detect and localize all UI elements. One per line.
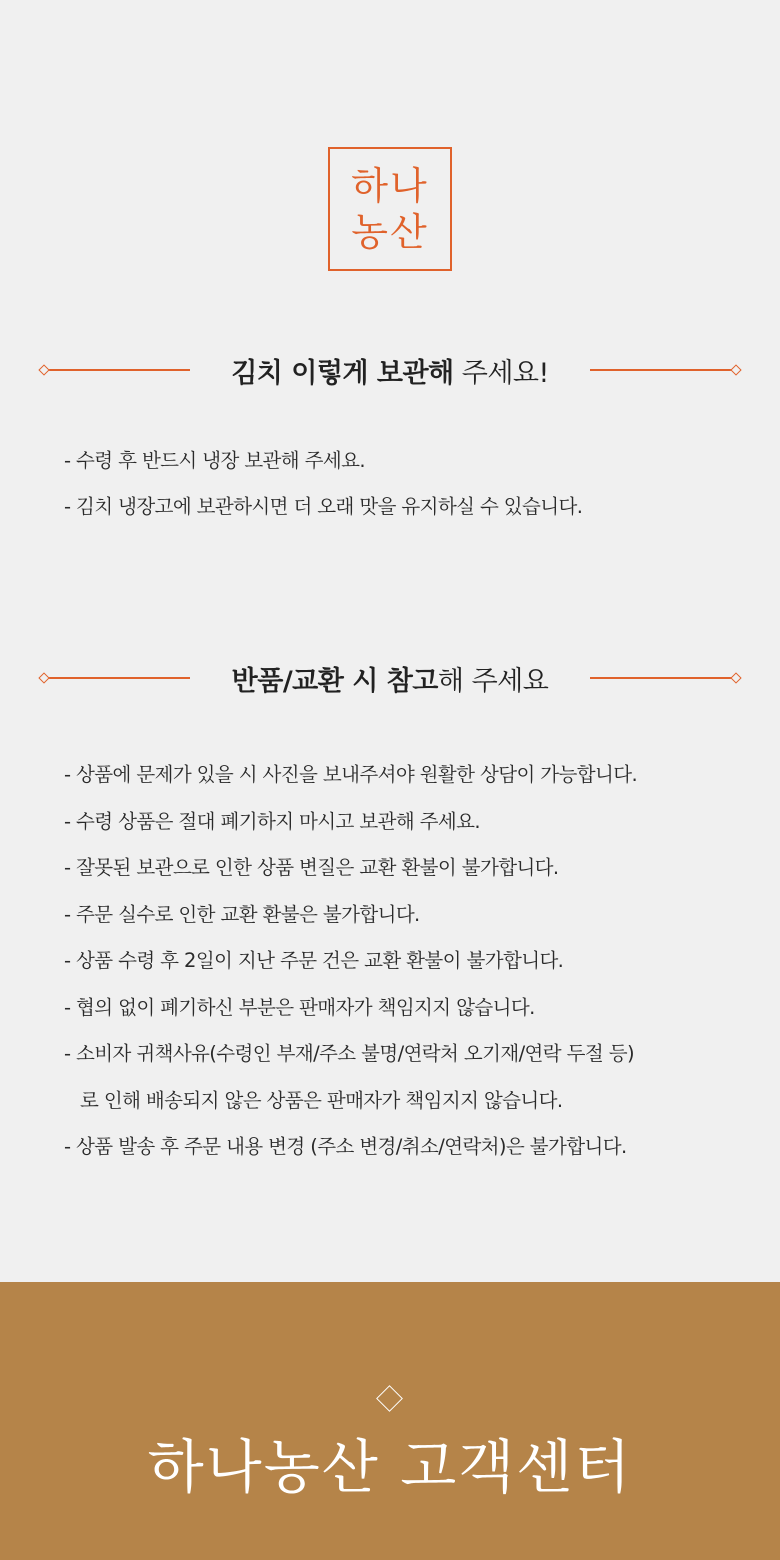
return-policy-list	[64, 752, 754, 1171]
list-item: - 소비자 귀책사유(수령인 부재/주소 불명/연락처 오기재/연락 두절 등)	[64, 1042, 634, 1065]
return-section-heading	[40, 658, 740, 698]
diamond-icon	[38, 672, 49, 683]
list-item: - 김치 냉장고에 보관하시면 더 오래 맛을 유지하실 수 있습니다.	[64, 495, 583, 518]
heading-rule-right	[590, 363, 740, 377]
footer-title: 하나농산 고객센터	[147, 1433, 633, 1501]
storage-heading-bold: 김치 이렇게 보관해	[231, 357, 454, 389]
brand-logo	[328, 147, 452, 271]
logo-line-1: 하나	[351, 164, 429, 208]
list-item: - 상품 발송 후 주문 내용 변경 (주소 변경/취소/연락처)은 불가합니다.	[64, 1135, 627, 1158]
storage-heading-text	[231, 351, 549, 390]
return-heading-bold: 반품/교환 시 참고	[231, 665, 438, 697]
heading-rule-right	[590, 671, 740, 685]
logo-line-2: 농산	[351, 210, 429, 254]
return-heading-light: 해 주세요	[437, 665, 549, 697]
footer-banner	[0, 1282, 780, 1560]
list-item: - 수령 후 반드시 냉장 보관해 주세요.	[64, 449, 365, 472]
return-heading-text	[232, 659, 549, 698]
list-item: - 상품 수령 후 2일이 지난 주문 건은 교환 환불이 불가합니다.	[64, 949, 564, 972]
diamond-icon	[730, 364, 741, 375]
list-item: - 주문 실수로 인한 교환 환불은 불가합니다.	[64, 902, 420, 926]
list-item-continuation: 로 인해 배송되지 않은 상품은 판매자가 책임지지 않습니다.	[80, 1088, 563, 1112]
list-item: - 상품에 문제가 있을 시 사진을 보내주셔야 원활한 상담이 가능합니다.	[64, 763, 638, 786]
storage-heading-light: 주세요!	[453, 357, 549, 389]
list-item: - 수령 상품은 절대 폐기하지 마시고 보관해 주세요.	[64, 809, 480, 833]
list-item: - 잘못된 보관으로 인한 상품 변질은 교환 환불이 불가합니다.	[64, 856, 559, 879]
diamond-icon	[38, 364, 49, 375]
heading-rule-left	[40, 671, 190, 685]
storage-instructions-list	[64, 438, 754, 530]
list-item: - 협의 없이 폐기하신 부분은 판매자가 책임지지 않습니다.	[64, 995, 535, 1019]
storage-section-heading	[40, 350, 740, 390]
heading-rule-left	[40, 363, 190, 377]
diamond-icon	[730, 672, 741, 683]
